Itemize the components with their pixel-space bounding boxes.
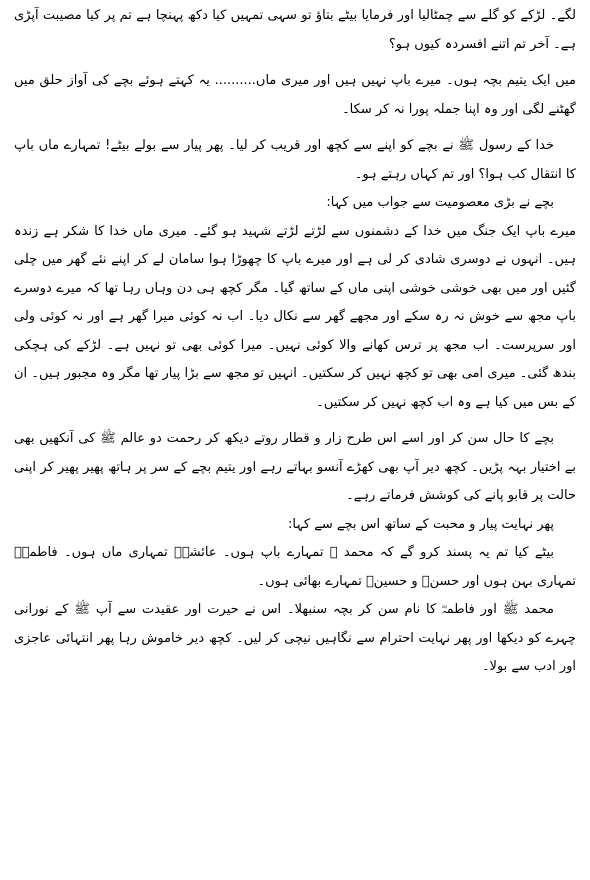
paragraph-child-response: محمد ﷺ اور فاطمہؓ کا نام سن کر بچہ سنبھلا۔ اس نے حیرت اور عقیدت سے آپ ﷺ کے نورانی چہرے کو دیکھا اور پھر نہایت احترام سے نگاہیں نیچی کر لیں۔ کچھ دیر خاموش رہا پھر انتہائی عاجزی اور ادب سے بولا۔ [14, 602, 576, 674]
paragraph-child-answer-intro: بچے نے بڑی معصومیت سے جواب میں کہا: [326, 195, 554, 210]
paragraph-prophet-tears: بچے کا حال سن کر اور اسے اس طرح زار و قطار روتے دیکھ کر رحمت دو عالم ﷺ کی آنکھیں بھی بے اختیار بہہ پڑیں۔ کچھ دیر آپ بھی کھڑے آنسو بہاتے رہے اور یتیم بچے کے سر پر ہاتھ پھیر پھیر کر اپنی حالت پر قابو پانے کی کوشش فرماتے رہے۔ [14, 431, 576, 503]
paragraph-prophet-offer: بیٹے کیا تم یہ پسند کرو گے کہ محمد ﷺ تمہارے باپ ہوں۔ عائشہؓ تمہاری ماں ہوں۔ فاطمہؓ تمہاری بہن ہوں اور حسنؓ و حسینؓ تمہارے بھائی ہوں۔ [14, 545, 576, 589]
paragraph-child-story: میرے باپ ایک جنگ میں خدا کے دشمنوں سے لڑتے لڑتے شہید ہو گئے۔ میری ماں خدا کا شکر ہے زندہ ہیں۔ انہوں نے دوسری شادی کر لی ہے اور میرے باپ کا چھوڑا ہوا سامان لے کر اپنے نئے گھر میں چلی گئیں اور میں بھی خوشی خوشی اپنی ماں کے ساتھ گیا۔ مگر کچھ ہی دن وہاں رہا تھا کہ میرے دوسرے باپ مجھ سے خوش نہ رہ سکے اور مجھے گھر سے نکال دیا۔ اب نہ کوئی میرا گھر ہے اور نہ کوئی ولی اور سرپرست۔ اب مجھ پر ترس کھانے والا کوئی نہیں۔ میرا کوئی بھی تو نہیں ہے۔ لڑکے کی ہچکی بندھ گئی۔ میری امی بھی تو کچھ نہیں کر سکتیں۔ انہیں تو مجھ سے بڑا پیار تھا مگر وہ مجبور ہیں۔ ان کے بس میں کیا ہے وہ اب کچھ نہیں کر سکتیں۔ [14, 223, 576, 410]
paragraph-child-reply: میں ایک یتیم بچہ ہوں۔ میرے باپ نہیں ہیں اور میری ماں.......... یہ کہتے ہوئے بچے کی آواز حلق میں گھٹنے لگی اور وہ اپنا جملہ پورا نہ کر سکا۔ [14, 73, 576, 117]
paragraph-prophet-question: خدا کے رسول ﷺ نے بچے کو اپنے سے کچھ اور قریب کر لیا۔ پھر پیار سے بولے بیٹے! تمہارے ماں باپ کا انتقال کب ہوا؟ اور تم کہاں رہتے ہو۔ [14, 138, 576, 182]
paragraph-prophet-speech-intro: پھر نہایت پیار و محبت کے ساتھ اس بچے سے کہا: [287, 516, 554, 532]
paragraph-opening: لگے۔ لڑکے کو گلے سے چمٹالیا اور فرمایا بیٹے بتاؤ تو سہی تمہیں کیا دکھ پہنچا ہے تم پر کیا مصیبت آپڑی ہے۔ آخر تم اتنے افسردہ کیوں ہو؟ [14, 8, 576, 52]
